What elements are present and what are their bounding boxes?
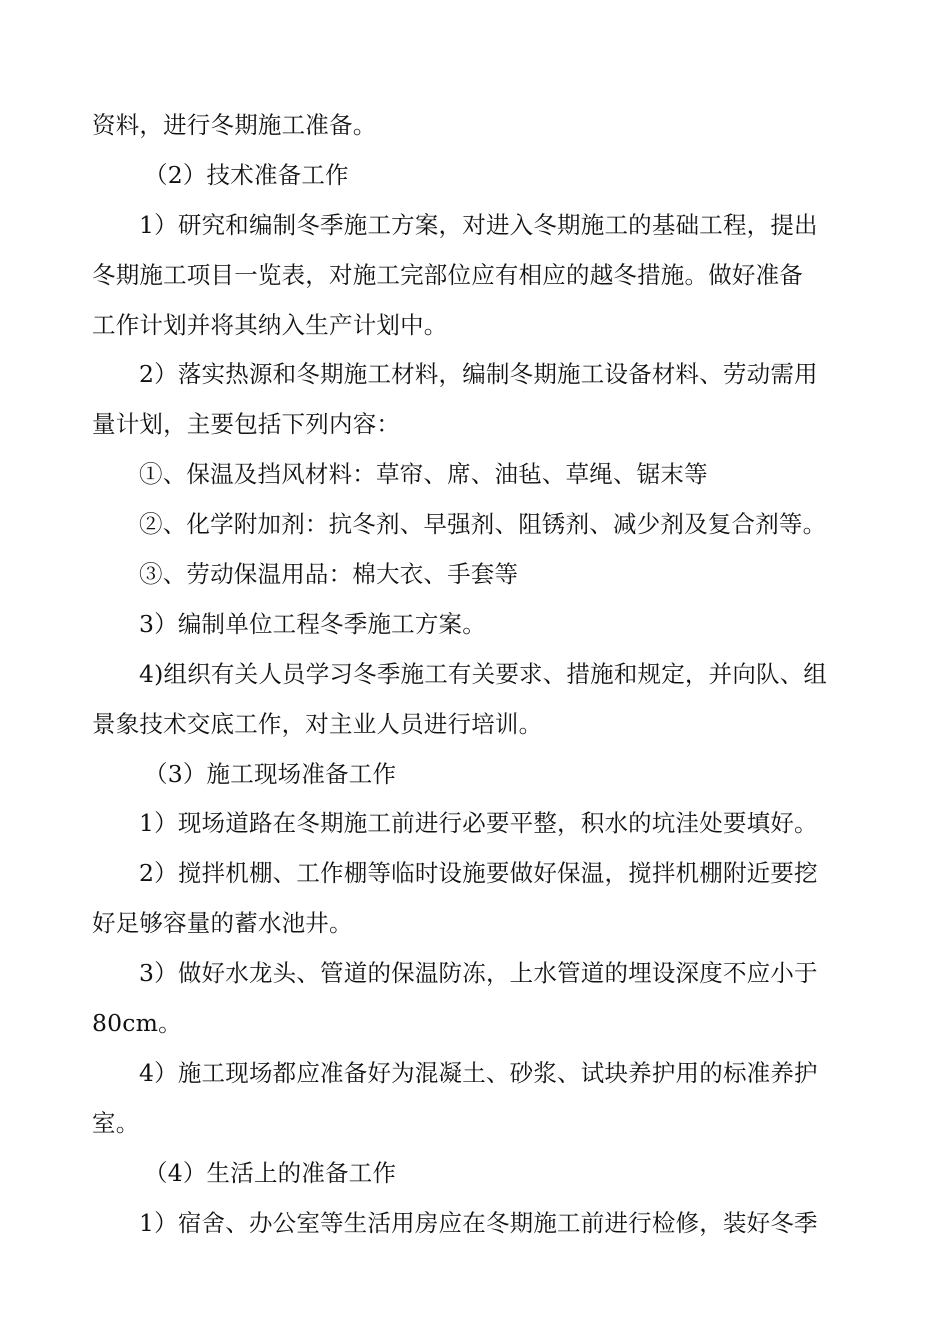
section-heading: （2）技术准备工作 — [144, 160, 349, 189]
list-item: ①、保温及挡风材料：草帘、席、油毡、草绳、锯末等 — [139, 460, 708, 489]
text-line: 1）宿舍、办公室等生活用房应在冬期施工前进行检修，装好冬季 — [139, 1208, 818, 1237]
text-line: 1）研究和编制冬季施工方案，对进入冬期施工的基础工程，提出 — [139, 210, 818, 239]
text-line: 工作计划并将其纳入生产计划中。 — [92, 310, 448, 339]
text-line: 2）落实热源和冬期施工材料，编制冬期施工设备材料、劳动需用 — [139, 360, 818, 389]
text-line: 2）搅拌机棚、工作棚等临时设施要做好保温，搅拌机棚附近要挖 — [139, 859, 818, 888]
text-line: 1）现场道路在冬期施工前进行必要平整，积水的坑洼处要填好。 — [139, 809, 818, 838]
text-line: 景象技术交底工作，对主业人员进行培训。 — [92, 709, 543, 738]
list-item: ③、劳动保温用品：棉大衣、手套等 — [139, 560, 519, 589]
list-item: ②、化学附加剂：抗冬剂、早强剂、阻锈剂、减少剂及复合剂等。 — [139, 510, 827, 539]
text-line: 4）施工现场都应准备好为混凝土、砂浆、试块养护用的标准养护 — [139, 1058, 818, 1087]
text-line: 室。 — [92, 1108, 140, 1137]
section-heading: （3）施工现场准备工作 — [144, 759, 397, 788]
text-line: 量计划，主要包括下列内容： — [92, 410, 401, 439]
text-line: 3）做好水龙头、管道的保温防冻，上水管道的埋设深度不应小于 — [139, 959, 818, 988]
text-line: 资料，进行冬期施工准备。 — [92, 111, 377, 139]
document-body — [92, 101, 860, 1248]
text-line: 好足够容量的蓄水池井。 — [92, 909, 353, 938]
text-line: 80cm。 — [92, 1009, 182, 1038]
text-line: 冬期施工项目一览表，对施工完部位应有相应的越冬措施。做好准备 — [92, 260, 803, 289]
section-heading: （4）生活上的准备工作 — [144, 1158, 397, 1187]
text-line: 3）编制单位工程冬季施工方案。 — [139, 609, 486, 638]
text-line: 4)组织有关人员学习冬季施工有关要求、措施和规定，并向队、组 — [139, 659, 828, 688]
